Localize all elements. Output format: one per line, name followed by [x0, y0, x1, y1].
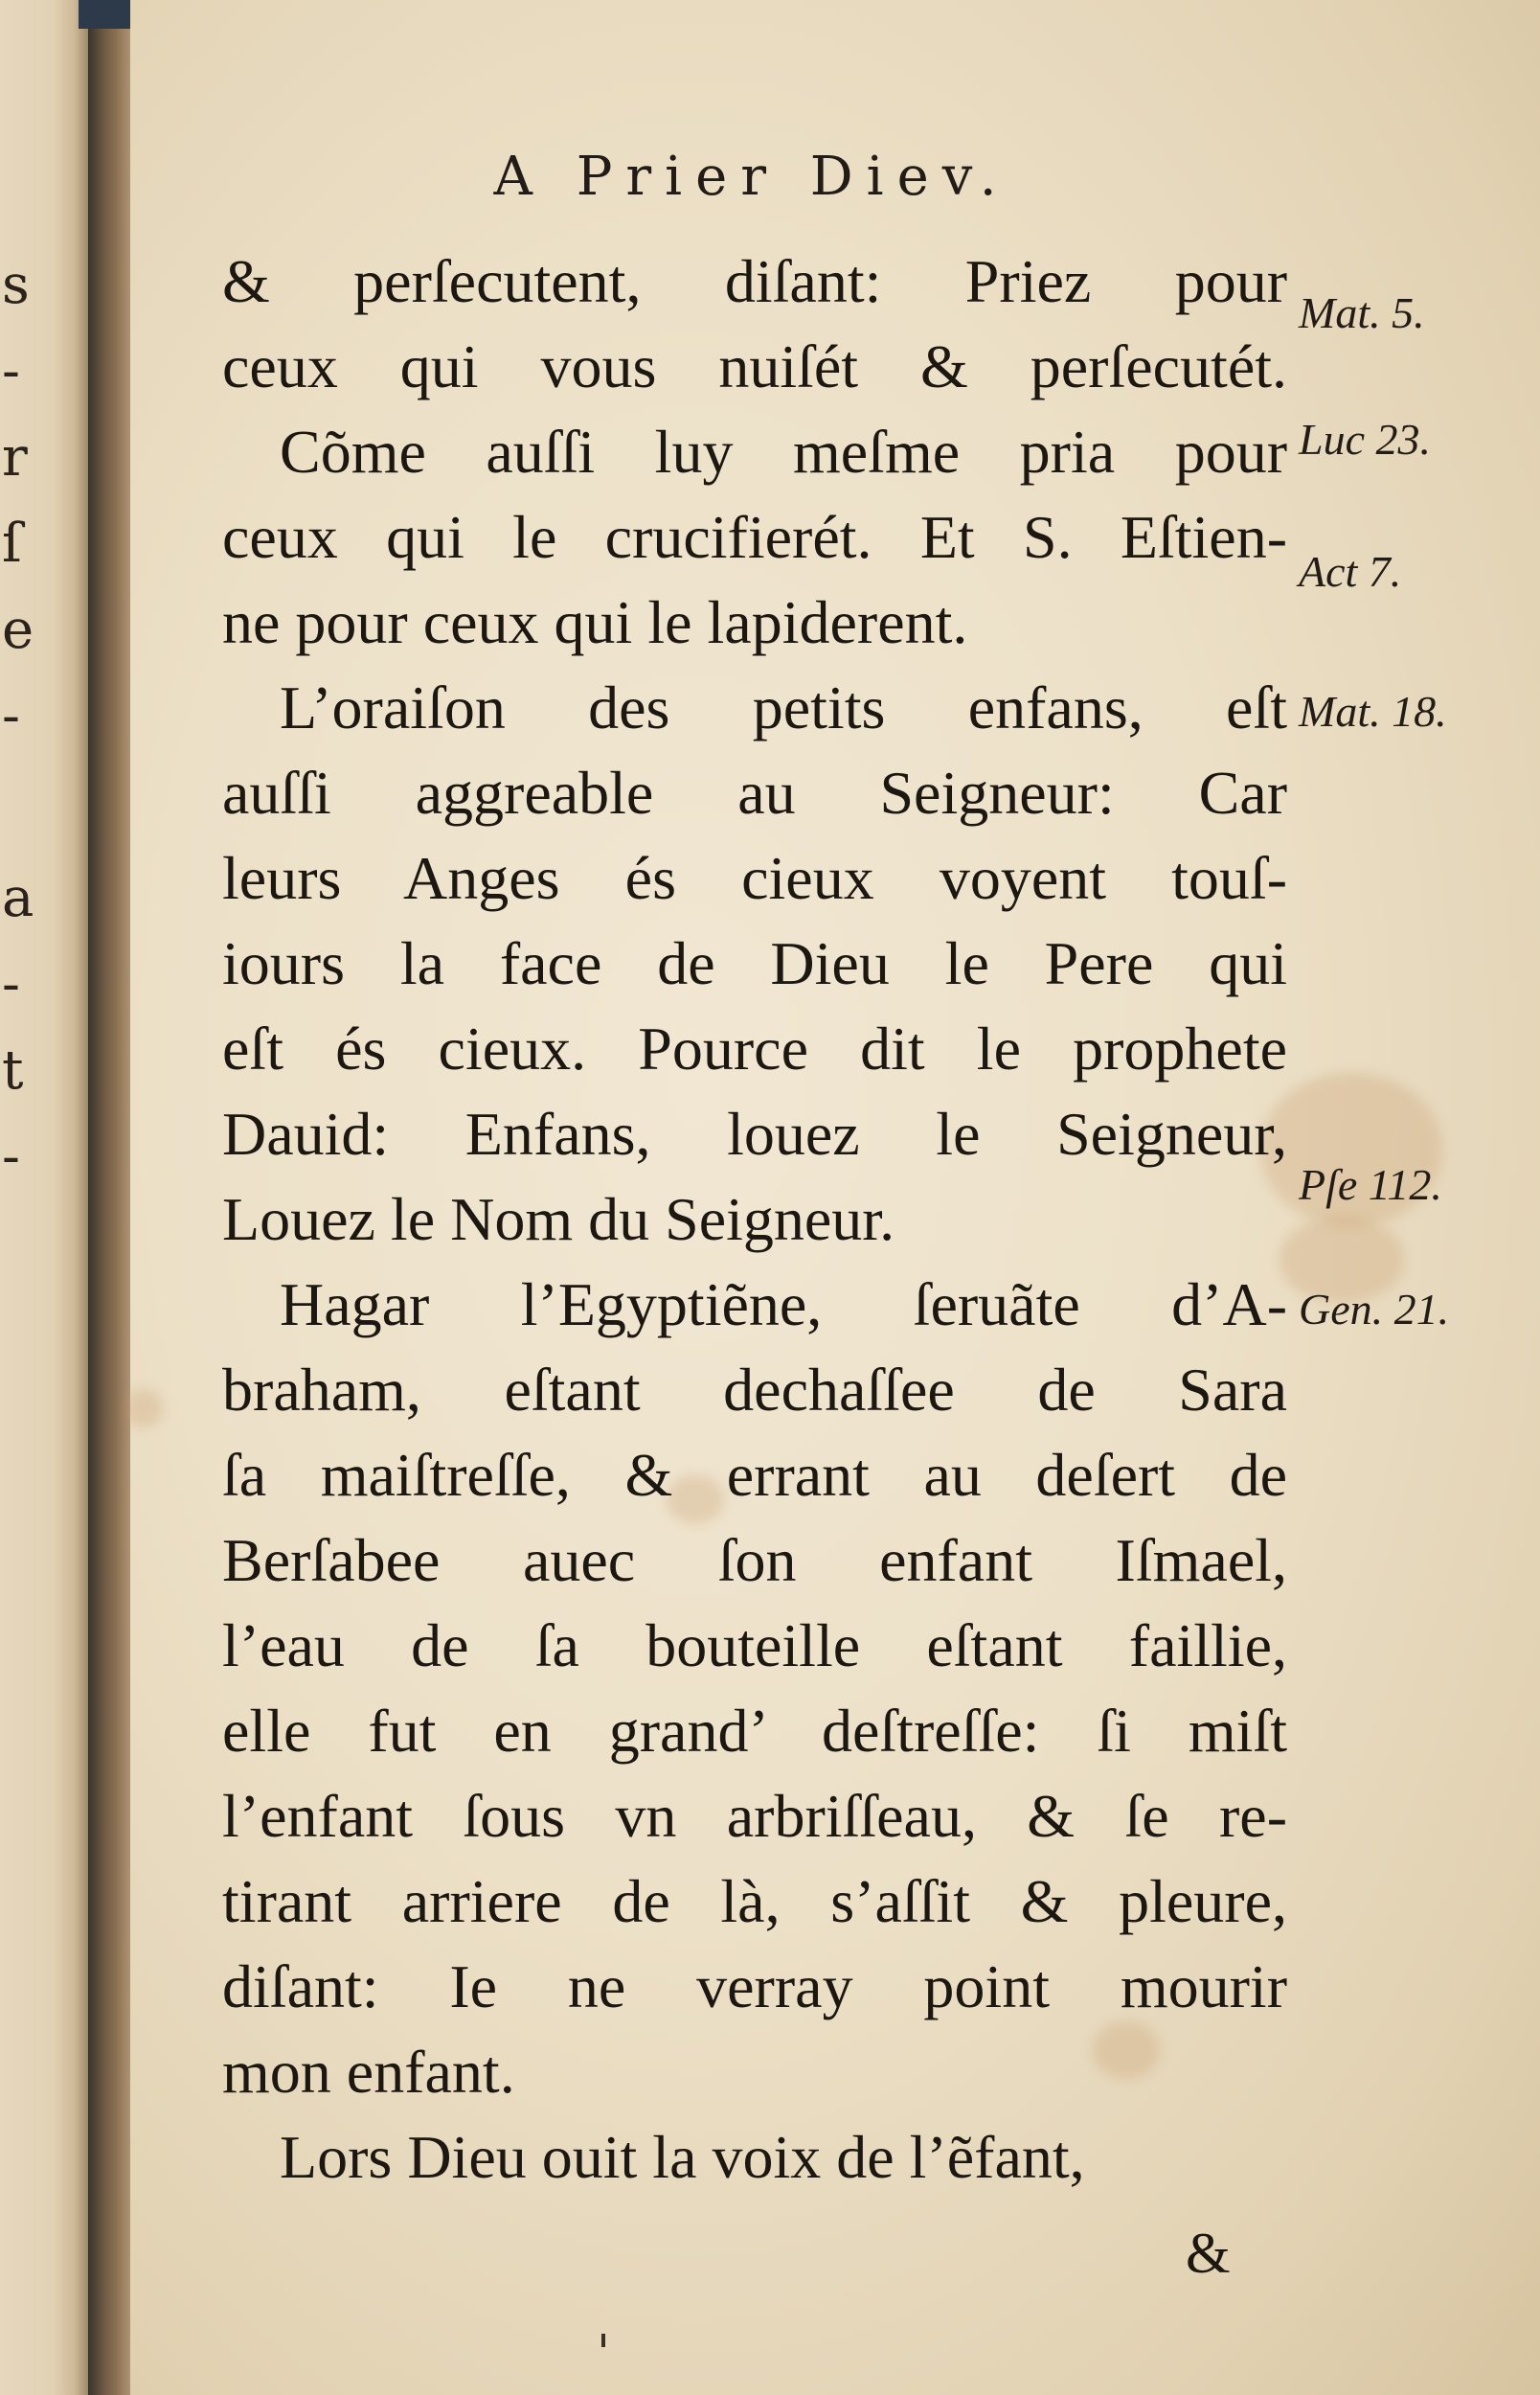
text-line: ne pour ceux qui le lapiderent. — [222, 588, 968, 656]
fragment-text: - — [2, 685, 20, 747]
text-line: diſant: Ie ne verray point mourir — [222, 1952, 1287, 2020]
fragment-text: - — [2, 1126, 20, 1188]
text-line: ceux qui le crucifierét. Et S. Eſtien- — [222, 503, 1287, 571]
text-line: & perſecutent, diſant: Priez pour — [222, 247, 1287, 315]
margin-note: Mat. 18. — [1299, 687, 1447, 736]
ink-mark — [601, 2334, 605, 2347]
text-line: mon enfant. — [222, 2038, 515, 2106]
fragment-text: - — [2, 340, 20, 402]
text-line: iours la face de Dieu le Pere qui — [222, 929, 1287, 997]
fragment-text: - — [2, 953, 20, 1015]
fragment-text: r — [2, 426, 28, 489]
previous-page-edge — [0, 0, 88, 2395]
margin-note: Luc 23. — [1299, 415, 1431, 464]
text-line: eſt és cieux. Pource dit le prophete — [222, 1015, 1287, 1083]
running-head: A Prier Diev. — [493, 146, 1010, 208]
text-line: Dauid: Enfans, louez le Seigneur, — [222, 1100, 1287, 1168]
text-line: leurs Anges és cieux voyent touſ- — [222, 844, 1287, 912]
fragment-text: t — [2, 1039, 24, 1102]
text-line: braham, eſtant dechaſſee de Sara — [222, 1356, 1287, 1424]
stain — [1093, 2021, 1160, 2079]
text-line: Berſabee auec ſon enfant Iſmael, — [222, 1526, 1287, 1594]
text-line: elle fut en grand’ deſtreſſe: ſi miſt — [222, 1697, 1287, 1765]
margin-note: Pſe 112. — [1299, 1160, 1442, 1209]
fragment-text: ſ — [2, 513, 22, 575]
fragment-text: s — [2, 254, 30, 316]
fragment-text: a — [2, 867, 34, 929]
stain — [125, 1389, 163, 1427]
text-line: tirant arriere de là, s’aſſit & pleure, — [222, 1867, 1287, 1935]
fragment-text: e — [2, 599, 34, 661]
text-line: Cõme auſſi luy meſme pria pour — [280, 418, 1287, 486]
text-line: Hagar l’Egyptiẽne, ſeruãte d’A- — [280, 1270, 1287, 1338]
text-line: l’enfant ſous vn arbriſſeau, & ſe re- — [222, 1782, 1287, 1850]
text-line: Louez le Nom du Seigneur. — [222, 1185, 895, 1253]
text-line: l’eau de ſa bouteille eſtant faillie, — [222, 1611, 1287, 1679]
margin-note: Act 7. — [1299, 547, 1402, 596]
margin-note: Gen. 21. — [1299, 1285, 1450, 1334]
text-line: Lors Dieu ouit la voix de l’ẽfant, — [280, 2123, 1085, 2191]
text-line: auſſi aggreable au Seigneur: Car — [222, 759, 1287, 827]
catchword: & — [1186, 2222, 1231, 2285]
text-line: ſa maiſtreſſe, & errant au deſert de — [222, 1441, 1287, 1509]
text-line: ceux qui vous nuiſét & perſecutét. — [222, 332, 1287, 400]
text-line: L’oraiſon des petits enfans, eſt — [280, 673, 1287, 741]
margin-note: Mat. 5. — [1299, 288, 1425, 337]
book-gutter — [88, 0, 134, 2395]
